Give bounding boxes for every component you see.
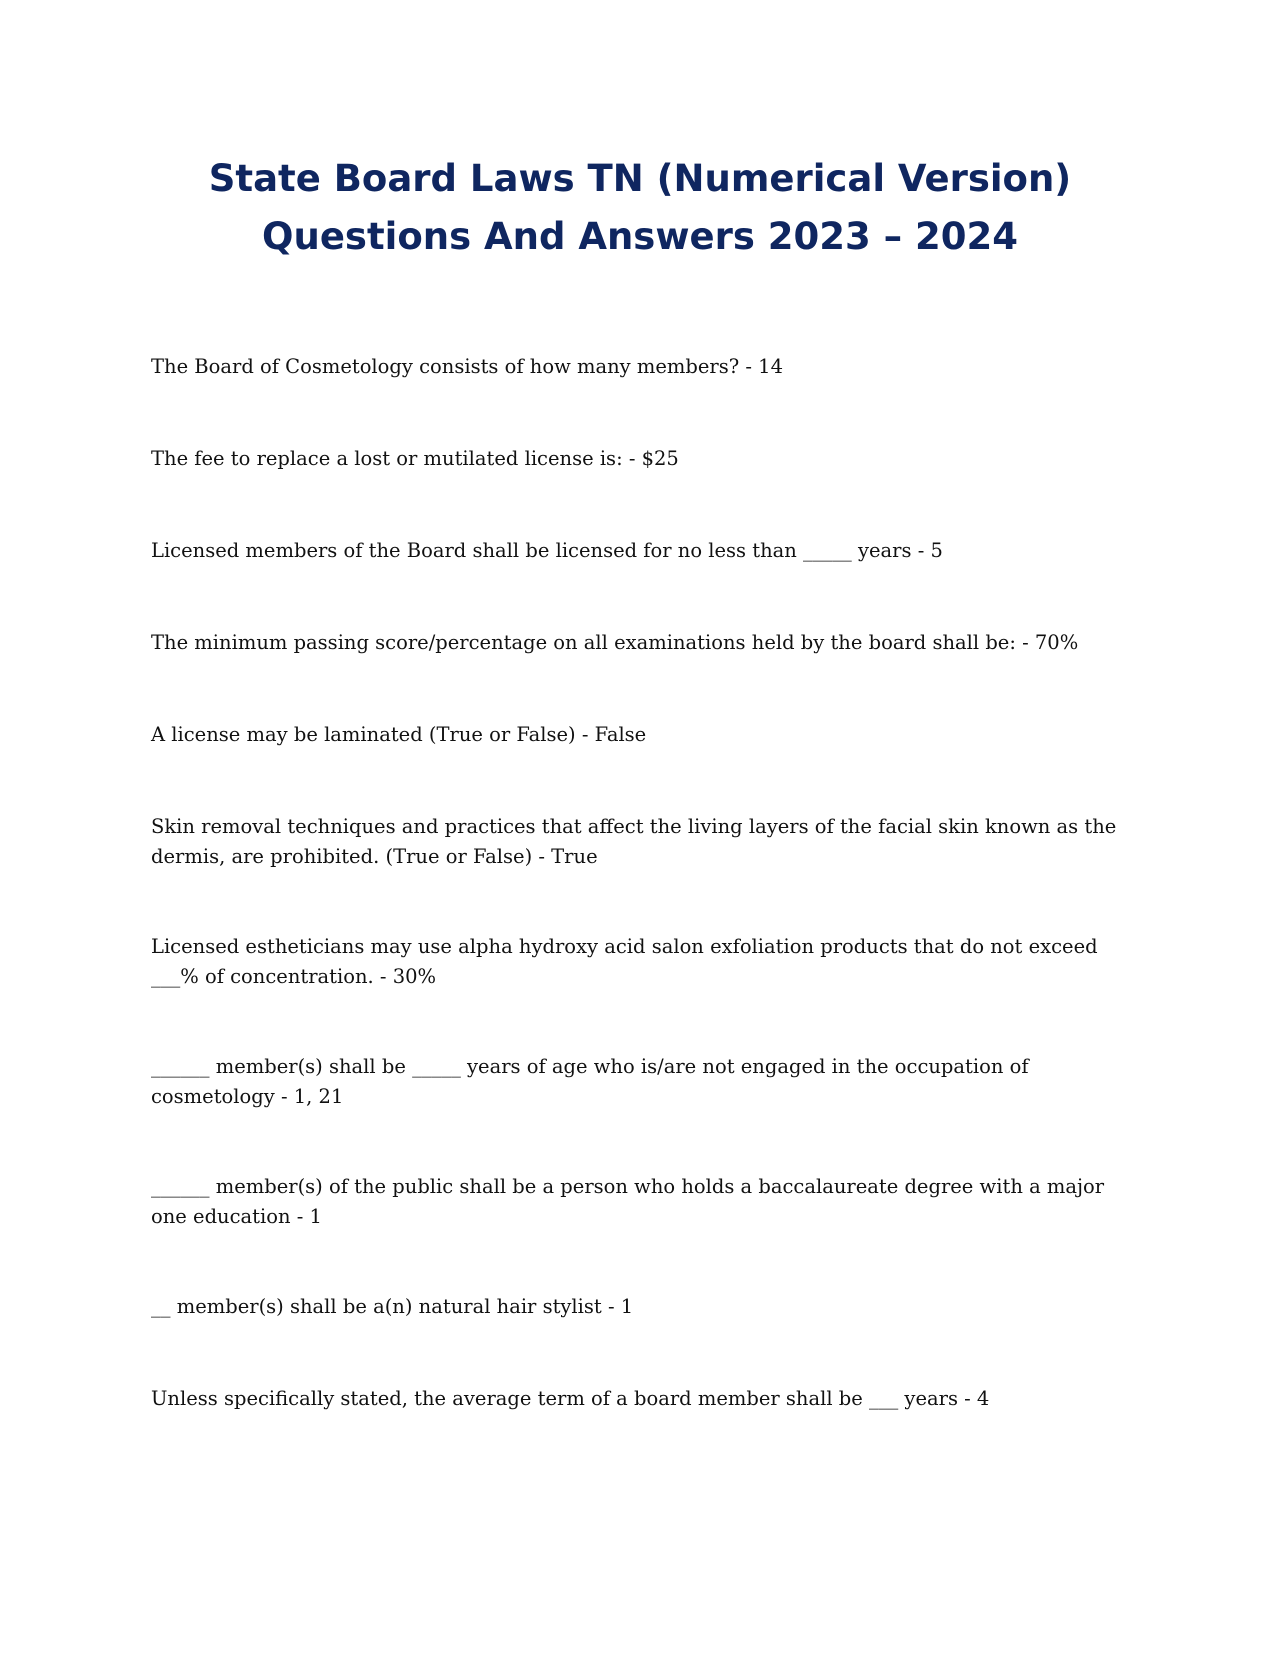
qa-item-6: Skin removal techniques and practices that affect the living layers of the facial skin known as the dermis, are prohibited. (True or False) - True	[151, 815, 1117, 868]
qa-item-5: A license may be laminated (True or False) - False	[151, 723, 647, 746]
qa-item-4: The minimum passing score/percentage on all examinations held by the board shall be: - 70%	[151, 631, 1079, 654]
qa-item-2: The fee to replace a lost or mutilated license is: - $25	[151, 447, 679, 470]
qa-item-3: Licensed members of the Board shall be licensed for no less than _____ years - 5	[151, 539, 943, 562]
qa-item-1: The Board of Cosmetology consists of how many members? - 14	[151, 355, 783, 378]
title-line-1: State Board Laws TN (Numerical Version)	[208, 157, 1072, 200]
document-title	[0, 150, 1280, 266]
title-line-2: Questions And Answers 2023 – 2024	[262, 215, 1018, 258]
qa-item-7: Licensed estheticians may use alpha hydroxy acid salon exfoliation products that do not exceed ___% of concentration. - 30%	[151, 935, 1098, 988]
qa-item-10: __ member(s) shall be a(n) natural hair stylist - 1	[151, 1295, 634, 1318]
qa-item-9: ______ member(s) of the public shall be a person who holds a baccalaureate degree with a major one education - 1	[151, 1175, 1105, 1228]
qa-item-11: Unless specifically stated, the average term of a board member shall be ___ years - 4	[151, 1387, 990, 1410]
qa-item-8: ______ member(s) shall be _____ years of age who is/are not engaged in the occupation of cosmetology - 1, 21	[151, 1055, 1029, 1108]
question-answer-list	[151, 352, 1141, 1476]
